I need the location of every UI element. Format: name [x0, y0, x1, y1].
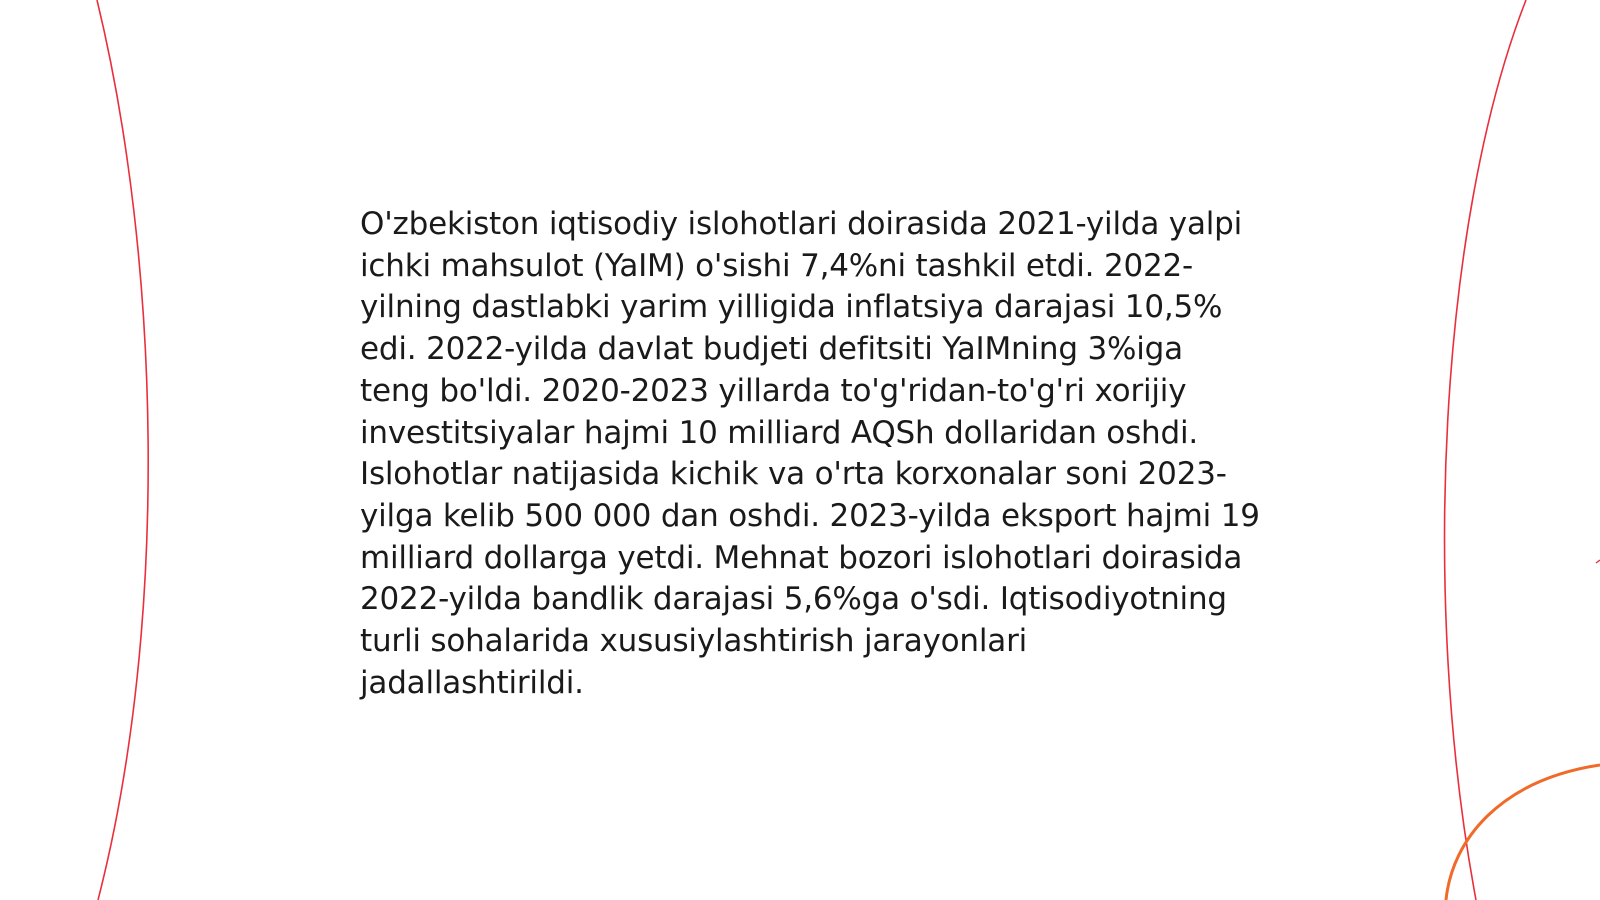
small-tick-decoration	[1596, 560, 1600, 563]
right-curve-decoration	[1445, 0, 1526, 900]
orange-arc-decoration	[1446, 765, 1600, 900]
left-curve-decoration	[97, 0, 148, 900]
body-paragraph: O'zbekiston iqtisodiy islohotlari doirasida 2021-yilda yalpi ichki mahsulot (YaIM) o'sishi 7,4%ni tashkil etdi. 2022-yilning dastlabki yarim yilligida inflatsiya darajasi 10,5% edi. 2022-yilda davlat budjeti defitsiti YaIMning 3%iga teng bo'ldi. 2020-2023 yillarda to'g'ridan-to'g'ri xorijiy investitsiyalar hajmi 10 milliard AQSh dollaridan oshdi. Islohotlar natijasida kichik va o'rta korxonalar soni 2023-yilga kelib 500 000 dan oshdi. 2023-yilda eksport hajmi 19 milliard dollarga yetdi. Mehnat bozori islohotlari doirasida 2022-yilda bandlik darajasi 5,6%ga o'sdi. Iqtisodiyotning turli sohalarida xususiylashtirish jarayonlari jadallashtirildi.	[360, 206, 1260, 701]
